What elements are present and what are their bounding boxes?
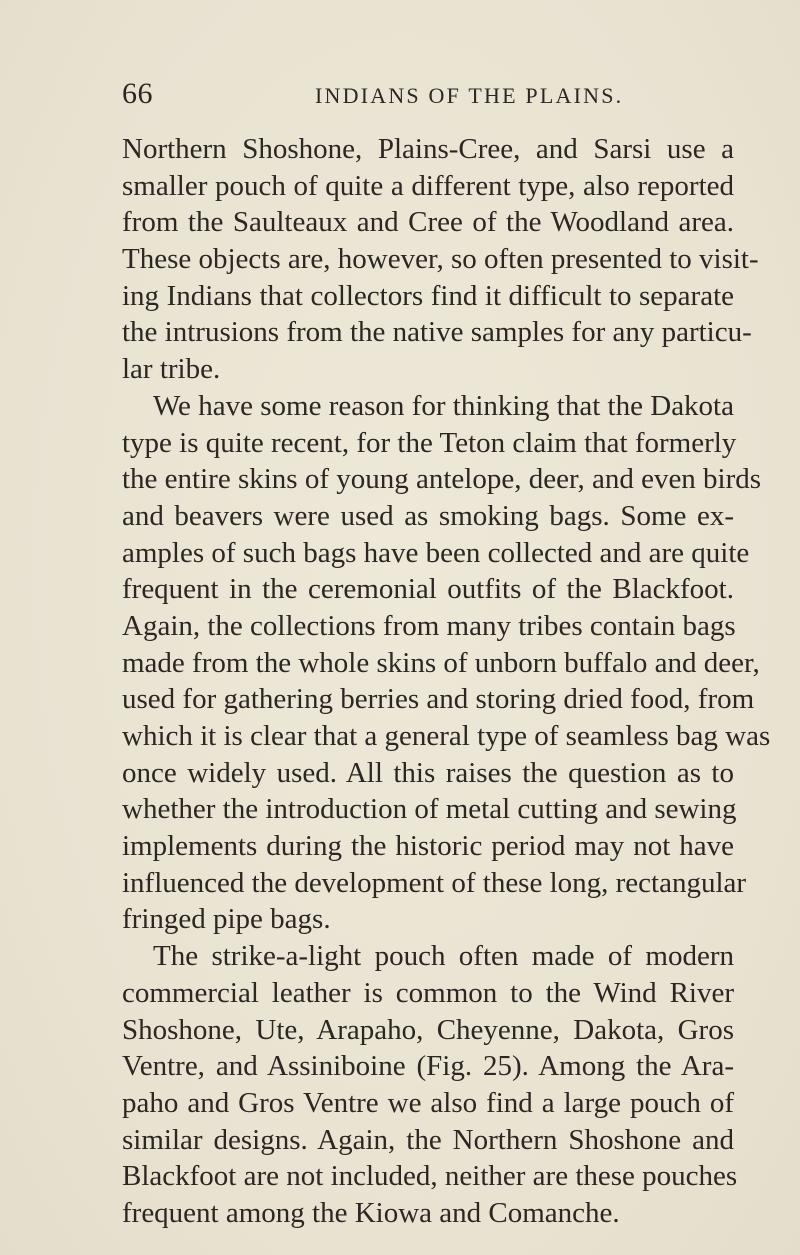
text-line: paho and Gros Ventre we also find a large pouch of	[122, 1086, 734, 1119]
text-line: amples of such bags have been collected and are quite	[122, 536, 750, 569]
text-line: commercial leather is common to the Wind River	[122, 976, 734, 1009]
text-line: Again, the collections from many tribes contain bags	[122, 609, 736, 642]
paragraph-2	[122, 388, 771, 938]
text-line: made from the whole skins of unborn buffalo and deer,	[122, 646, 760, 679]
text-line: frequent among the Kiowa and Comanche.	[122, 1196, 620, 1229]
text-line: We have some reason for thinking that the Dakota	[153, 389, 734, 422]
text-line: fringed pipe bags.	[122, 903, 331, 936]
text-line: influenced the development of these long, rectangular	[122, 866, 747, 899]
text-line: the entire skins of young antelope, deer, and even birds	[122, 463, 762, 496]
text-line: which it is clear that a general type of seamless bag was	[122, 720, 771, 752]
paragraph-3	[122, 938, 738, 1232]
text-line: Northern Shoshone, Plains-Cree, and Sarsi use a	[122, 133, 734, 165]
text-line: implements during the historic period may not have	[122, 830, 734, 863]
page-number: 66	[122, 77, 153, 110]
text-line: similar designs. Again, the Northern Shoshone and	[122, 1123, 734, 1156]
paragraph-1	[122, 131, 759, 388]
text-line: lar tribe.	[122, 353, 221, 386]
text-line: whether the introduction of metal cutting and sewing	[122, 793, 737, 826]
text-line: from the Saulteaux and Cree of the Woodland area.	[122, 206, 734, 239]
text-line: used for gathering berries and storing dried food, from	[122, 683, 755, 716]
text-line: and beavers were used as smoking bags. Some ex-	[122, 499, 734, 532]
body-text	[122, 131, 771, 1232]
text-line: ing Indians that collectors find it difficult to separate	[122, 279, 734, 312]
text-line: These objects are, however, so often presented to visit-	[122, 243, 759, 276]
text-line: Shoshone, Ute, Arapaho, Cheyenne, Dakota, Gros	[122, 1013, 734, 1046]
running-head: INDIANS OF THE PLAINS.	[315, 83, 624, 108]
text-line: the intrusions from the native samples for any particu-	[122, 316, 752, 349]
text-line: smaller pouch of quite a different type, also reported	[122, 169, 734, 202]
page-header	[122, 74, 722, 114]
text-line: type is quite recent, for the Teton claim that formerly	[122, 426, 737, 459]
text-line: once widely used. All this raises the question as to	[122, 756, 734, 789]
text-line: frequent in the ceremonial outfits of the Blackfoot.	[122, 573, 734, 606]
text-line: The strike-a-light pouch often made of modern	[153, 940, 734, 973]
text-line: Ventre, and Assiniboine (Fig. 25). Among the Ara-	[122, 1050, 734, 1083]
text-line: Blackfoot are not included, neither are these pouches	[122, 1160, 738, 1193]
